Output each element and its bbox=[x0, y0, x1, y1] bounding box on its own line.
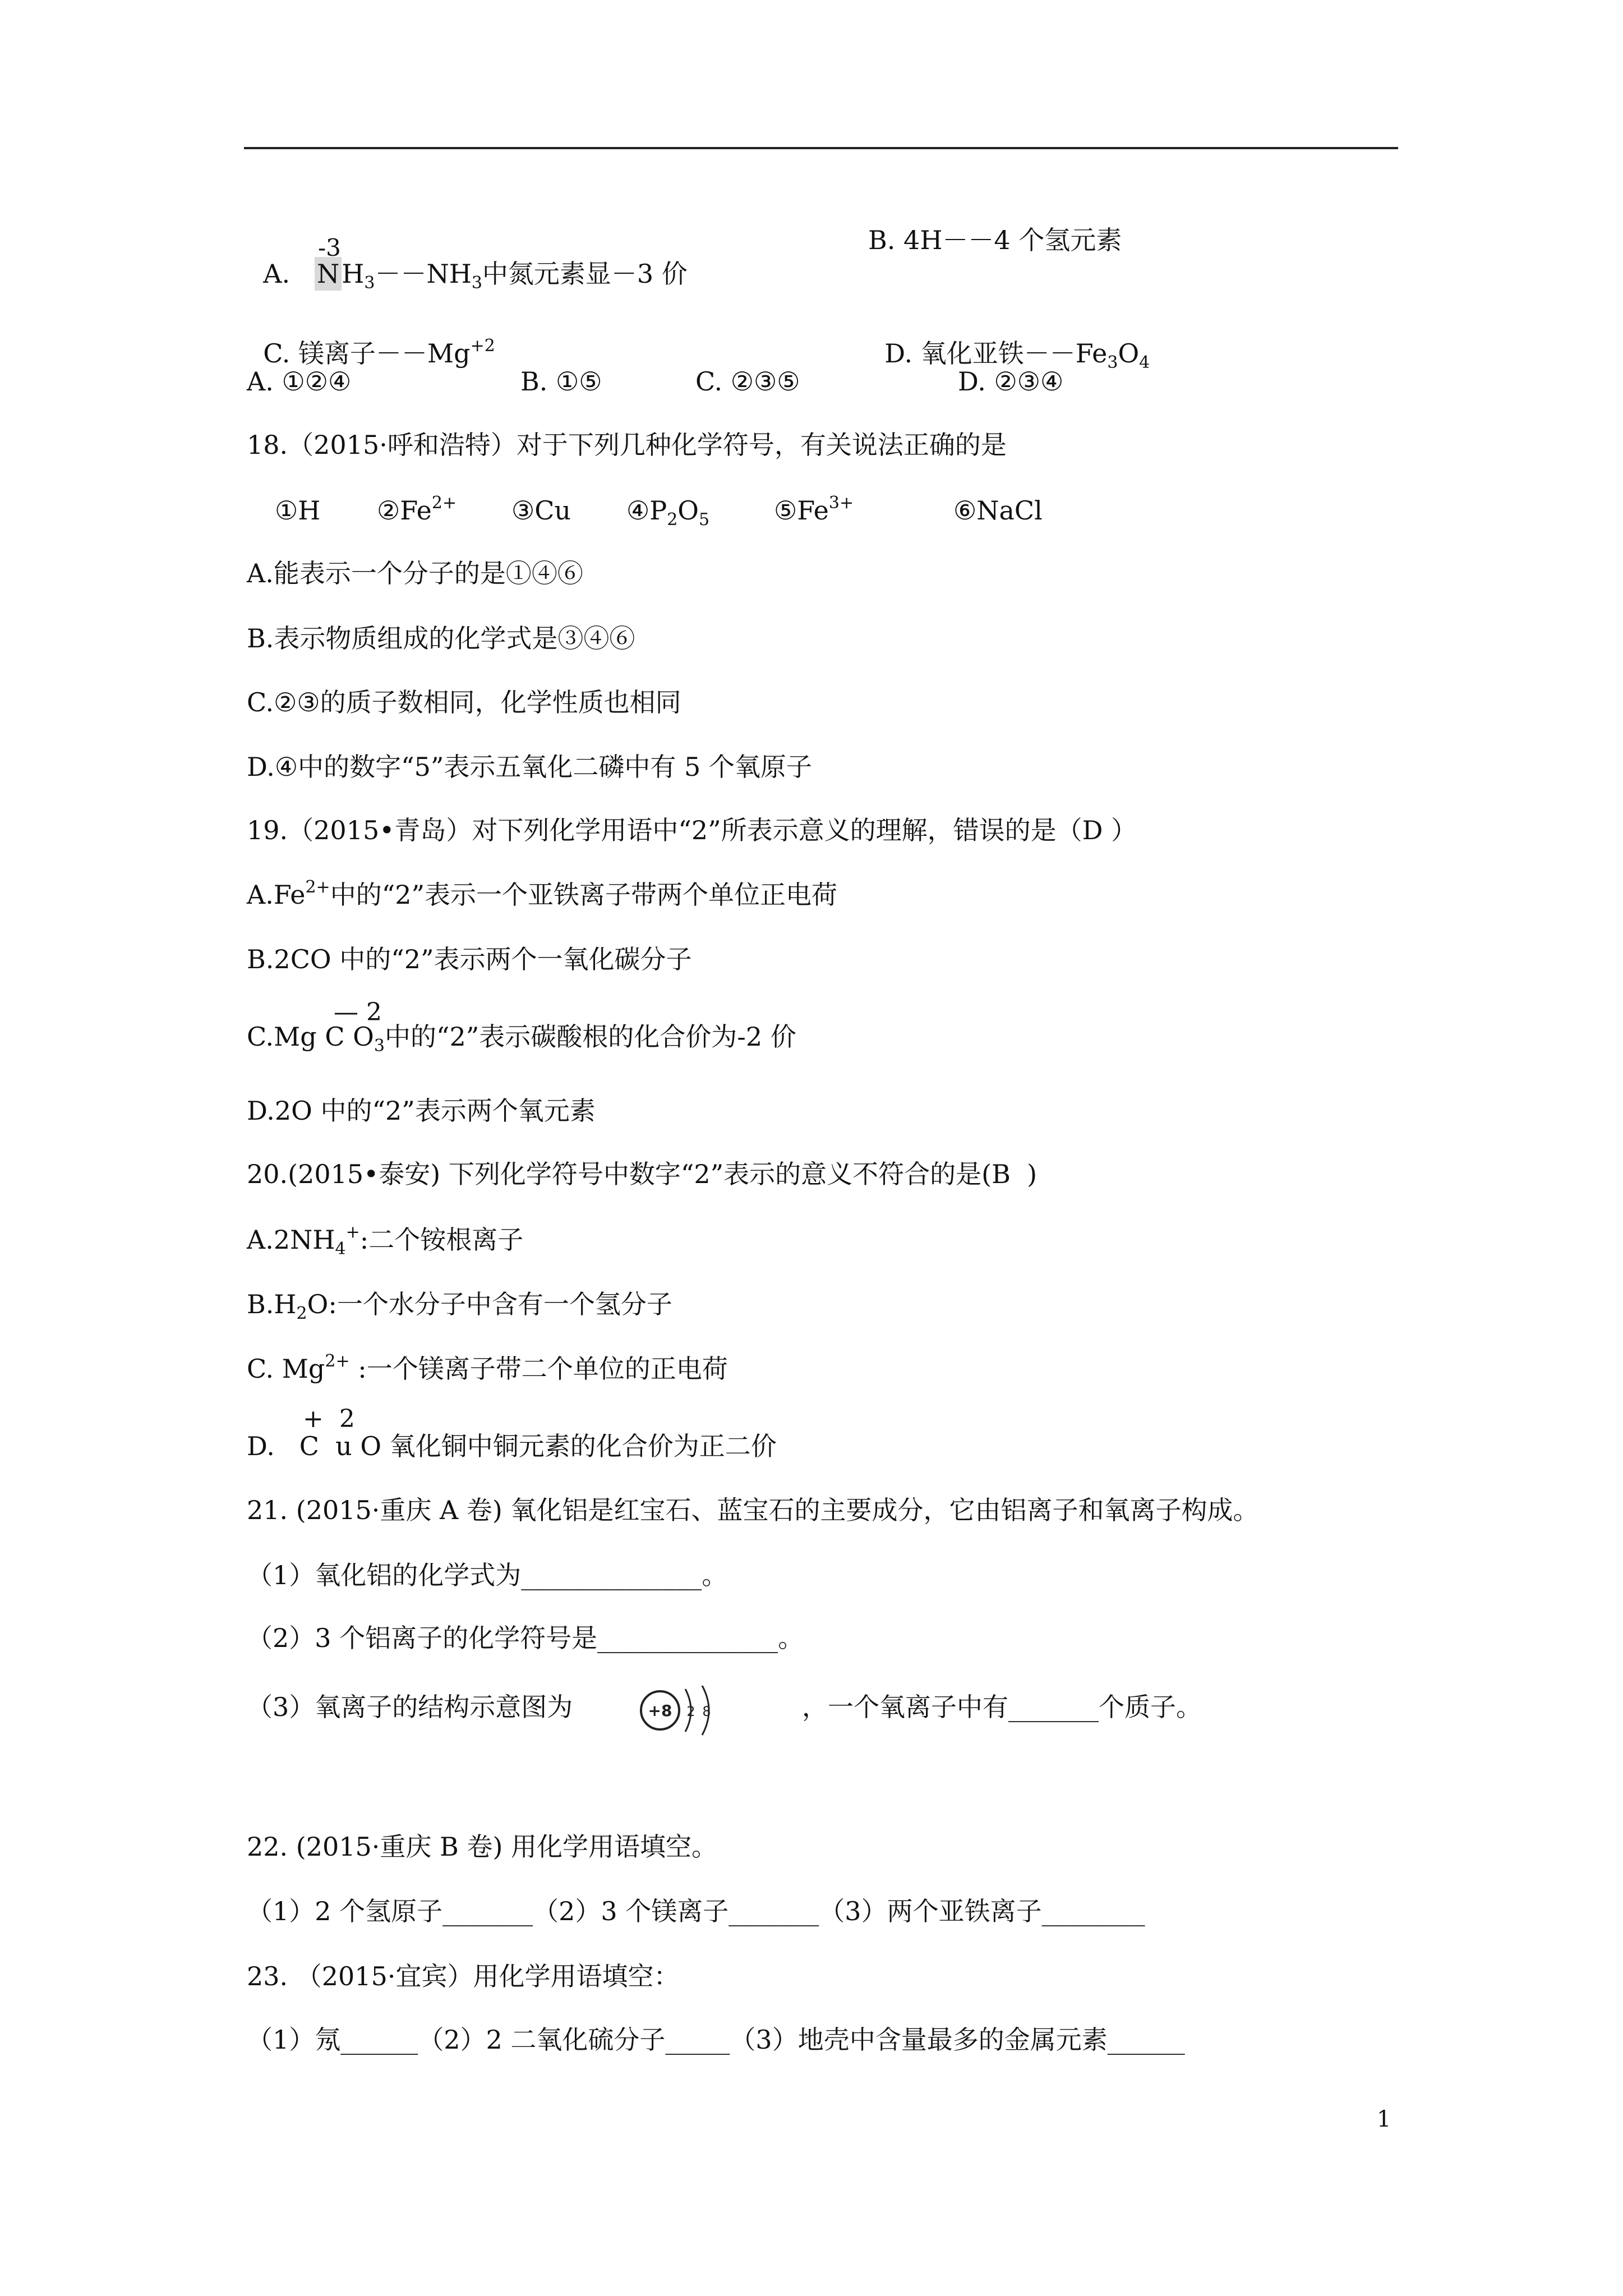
q18-symbol-6: ⑥NaCl bbox=[953, 495, 1043, 526]
q21-stem: 21. (2015·重庆 A 卷) 氧化铝是红宝石、蓝宝石的主要成分，它由铝离子和氧离子构成。 bbox=[247, 1495, 1259, 1525]
q19-stem: 19.（2015•青岛）对下列化学用语中“2”所表示意义的理解，错误的是（D ） bbox=[247, 815, 1137, 845]
page-number: 1 bbox=[1377, 2106, 1391, 2132]
header-rule bbox=[244, 147, 1398, 149]
q18-option-a: A.能表示一个分子的是①④⑥ bbox=[247, 558, 583, 588]
q22-stem: 22. (2015·重庆 B 卷) 用化学用语填空。 bbox=[247, 1832, 718, 1862]
q18-option-b: B.表示物质组成的化学式是③④⑥ bbox=[247, 623, 635, 654]
q17-option-c: C. 镁离子$--Mg^{+2}$ bbox=[263, 336, 495, 369]
q18-option-c: C.②③的质子数相同，化学性质也相同 bbox=[247, 687, 681, 717]
q20-option-b: $B.H_2O$:一个水分子中含有一个氢分子 bbox=[247, 1289, 672, 1323]
valence-mark: -3 bbox=[317, 234, 341, 261]
nucleus-charge: +8 bbox=[648, 1701, 672, 1720]
q17-option-a: A. -3 $NH_3--NH_3$中氮元素显－3 价 bbox=[263, 234, 688, 293]
q18-stem: 18.（2015·呼和浩特）对于下列几种化学符号，有关说法正确的是 bbox=[247, 430, 1007, 460]
q19-option-d: D.2O 中的“2”表示两个氧元素 bbox=[247, 1096, 596, 1126]
q18-symbol-3: ③Cu bbox=[511, 495, 571, 526]
q21-sub1: （1）氧化铝的化学式为______________。 bbox=[247, 1560, 728, 1590]
q17-answer-c: C. ②③⑤ bbox=[695, 366, 800, 397]
q18-symbol-4: $④P_2O_5$ bbox=[626, 495, 710, 530]
q17-answer-a: A. ①②④ bbox=[247, 366, 352, 397]
q17-answer-d: D. ②③④ bbox=[958, 366, 1064, 397]
q20-stem: 20.(2015•泰安) 下列化学符号中数字“2”表示的意义不符合的是(B ) bbox=[247, 1159, 1038, 1189]
q22-blanks: （1）2 个氢原子_______（2）3 个镁离子_______（3）两个亚铁离子________ bbox=[247, 1896, 1145, 1926]
q18-symbol-2: $②Fe^{2+}$ bbox=[377, 493, 457, 526]
q17-option-d: D. 氧化亚铁$--Fe_3O_4$ bbox=[884, 338, 1150, 372]
shell-2-electrons: 8 bbox=[702, 1704, 711, 1719]
shell-1-electrons: 2 bbox=[686, 1704, 695, 1719]
q19-option-c: C.Mg C $O_3$中的“2”表示碳酸根的化合价为-2 价 bbox=[247, 1022, 796, 1056]
q23-stem: 23. （2015·宜宾）用化学用语填空： bbox=[247, 1961, 680, 1991]
q18-symbol-5: $⑤Fe^{3+}$ bbox=[774, 493, 854, 526]
q20-option-d: D. C u O 氧化铜中铜元素的化合价为正二价 bbox=[247, 1431, 777, 1461]
q18-option-d: D.④中的数字“5”表示五氧化二磷中有 5 个氧原子 bbox=[247, 752, 812, 782]
q19-option-b: B.2CO 中的“2”表示两个一氧化碳分子 bbox=[247, 944, 692, 974]
q18-symbol-1: ①H bbox=[275, 495, 321, 526]
q20-valence-mark: + 2 bbox=[303, 1405, 355, 1433]
valence-highlight: -3 N bbox=[315, 257, 342, 291]
q19-option-a: $A.Fe^{2+}$中的“2”表示一个亚铁离子带两个单位正电荷 bbox=[247, 877, 838, 910]
q21-sub2: （2）3 个铝离子的化学符号是______________。 bbox=[247, 1623, 804, 1653]
q20-option-c: C. $Mg^{2+}$ :一个镁离子带二个单位的正电荷 bbox=[247, 1351, 728, 1384]
q17-answer-b: B. ①⑤ bbox=[520, 366, 602, 397]
q21-sub3-prefix: （3）氧离子的结构示意图为 bbox=[247, 1692, 573, 1722]
q17-option-b: B. 4H－－4 个氢元素 bbox=[868, 225, 1122, 255]
oxygen-ion-structure-diagram bbox=[634, 1682, 729, 1738]
q19-valence-mark: — 2 bbox=[334, 998, 382, 1027]
q23-blanks: （1）氖______（2）2 二氧化硫分子_____（3）地壳中含量最多的金属元素______ bbox=[247, 2024, 1185, 2055]
q20-option-a: $A.2NH_4^+$:二个铵根离子 bbox=[247, 1222, 524, 1259]
q21-sub3-suffix: ，一个氧离子中有_______个质子。 bbox=[802, 1692, 1202, 1722]
